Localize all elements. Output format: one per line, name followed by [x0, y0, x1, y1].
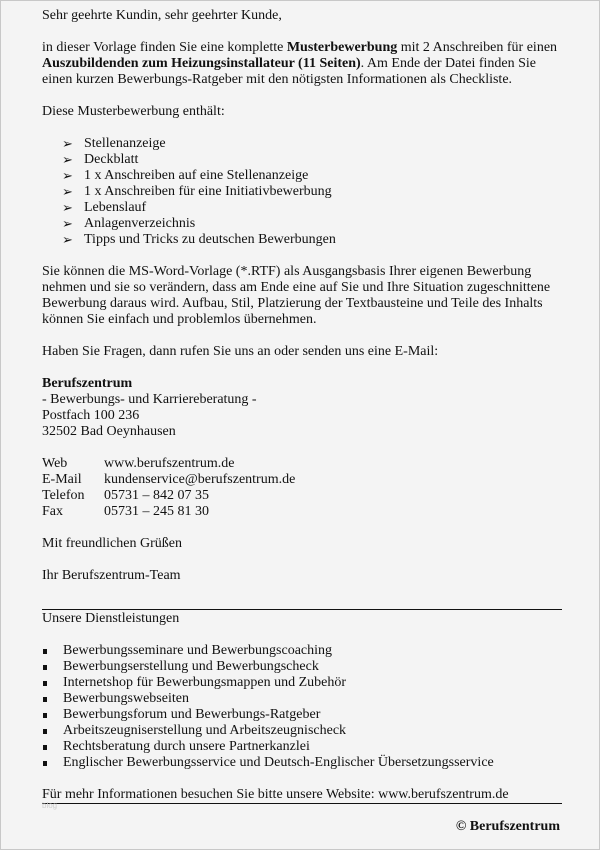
- square-bullet-icon: [43, 681, 47, 686]
- more-info-line: Für mehr Informationen besuchen Sie bitte unsere Website: www.berufszentrum.de: [42, 787, 509, 802]
- contact-block: [42, 456, 562, 520]
- list-item: ➢ Stellenanzeige: [62, 136, 166, 151]
- usage-paragraph: Sie können die MS-Word-Vorlage (*.RTF) als Ausgangsbasis Ihrer eigenen Bewerbung nehmen und sie so verändern, dass am Ende eine auf Sie und Ihre Situation zugeschnittene Bewerbung daraus wird. Aufbau, Stil, Platzierung der Textbausteine und Teile des Inhalts können Sie einfach und problemlos übernehmen.: [42, 264, 551, 327]
- address-block: [42, 376, 562, 440]
- list-item: ➢ 1 x Anschreiben auf eine Stellenanzeige: [62, 168, 309, 183]
- list-item: Englischer Bewerbungsservice und Deutsch-Englischer Übersetzungsservice: [42, 755, 562, 771]
- contact-fax: Fax 05731 – 245 81 30: [42, 504, 209, 519]
- list-item: Bewerbungserstellung und Bewerbungscheck: [42, 659, 562, 675]
- copyright: © Berufszentrum: [455, 819, 560, 834]
- intro-text-2: mit 2 Anschreiben für einen: [397, 40, 558, 55]
- list-item: ➢ Lebenslauf: [62, 200, 147, 215]
- intro-bold-position: Auszubildenden zum Heizungsinstallateur (11 Seiten): [42, 56, 361, 71]
- arrow-bullet-icon: ➢: [62, 152, 73, 167]
- signature: Ihr Berufszentrum-Team: [42, 568, 181, 583]
- intro-text-3: . Am Ende der Datei finden Sie einen kurzen Bewerbungs-Ratgeber mit den nötigsten Informationen als Checkliste.: [42, 56, 537, 87]
- services-list: [42, 643, 562, 771]
- square-bullet-icon: [43, 745, 47, 750]
- list-item: Internetshop für Bewerbungsmappen und Zubehör: [42, 675, 562, 691]
- contact-email: E-Mail kundenservice@berufszentrum.de: [42, 472, 296, 487]
- company-tagline: - Bewerbungs- und Karriereberatung -: [42, 392, 257, 407]
- divider-bottom: [42, 803, 562, 804]
- company-name: Berufszentrum: [42, 376, 133, 391]
- web-link[interactable]: www.berufszentrum.de: [104, 456, 235, 471]
- square-bullet-icon: [43, 649, 47, 654]
- intro-bold-musterbewerbung: Musterbewerbung: [286, 40, 398, 55]
- square-bullet-icon: [43, 713, 47, 718]
- closing: Mit freundlichen Grüßen: [42, 536, 182, 551]
- greeting: Sehr geehrte Kundin, sehr geehrter Kunde,: [42, 8, 282, 23]
- arrow-bullet-icon: ➢: [62, 184, 73, 199]
- list-item: Rechtsberatung durch unsere Partnerkanzlei: [42, 739, 562, 755]
- list-item: Arbeitszeugniserstellung und Arbeitszeugnischeck: [42, 723, 562, 739]
- contents-list: [42, 136, 562, 248]
- watermark: blog: [42, 801, 58, 810]
- arrow-bullet-icon: ➢: [62, 216, 73, 231]
- arrow-bullet-icon: ➢: [62, 200, 73, 215]
- list-item: ➢ Anlagenverzeichnis: [62, 216, 196, 231]
- intro-paragraph: [42, 40, 562, 88]
- square-bullet-icon: [43, 665, 47, 670]
- contents-heading: Diese Musterbewerbung enthält:: [42, 104, 225, 119]
- list-item: Bewerbungsforum und Bewerbungs-Ratgeber: [42, 707, 562, 723]
- document-page: [42, 8, 562, 804]
- divider-top: [42, 609, 562, 610]
- list-item: ➢ 1 x Anschreiben für eine Initiativbewerbung: [62, 184, 332, 199]
- services-heading: Unsere Dienstleistungen: [42, 611, 180, 626]
- square-bullet-icon: [43, 761, 47, 766]
- email-link[interactable]: kundenservice@berufszentrum.de: [104, 472, 296, 487]
- postbox: Postfach 100 236: [42, 408, 140, 423]
- intro-text-1: in dieser Vorlage finden Sie eine komplette: [42, 40, 287, 55]
- list-item: ➢ Tipps und Tricks zu deutschen Bewerbungen: [62, 232, 336, 247]
- square-bullet-icon: [43, 729, 47, 734]
- city: 32502 Bad Oeynhausen: [42, 424, 176, 439]
- contact-web: Web www.berufszentrum.de: [42, 456, 235, 471]
- arrow-bullet-icon: ➢: [62, 136, 73, 151]
- contact-phone: Telefon 05731 – 842 07 35: [42, 488, 209, 503]
- list-item: Bewerbungsseminare und Bewerbungscoaching: [42, 643, 562, 659]
- list-item: ➢ Deckblatt: [62, 152, 139, 167]
- list-item: Bewerbungswebseiten: [42, 691, 562, 707]
- arrow-bullet-icon: ➢: [62, 168, 73, 183]
- questions-line: Haben Sie Fragen, dann rufen Sie uns an oder senden uns eine E-Mail:: [42, 344, 439, 359]
- arrow-bullet-icon: ➢: [62, 232, 73, 247]
- square-bullet-icon: [43, 697, 47, 702]
